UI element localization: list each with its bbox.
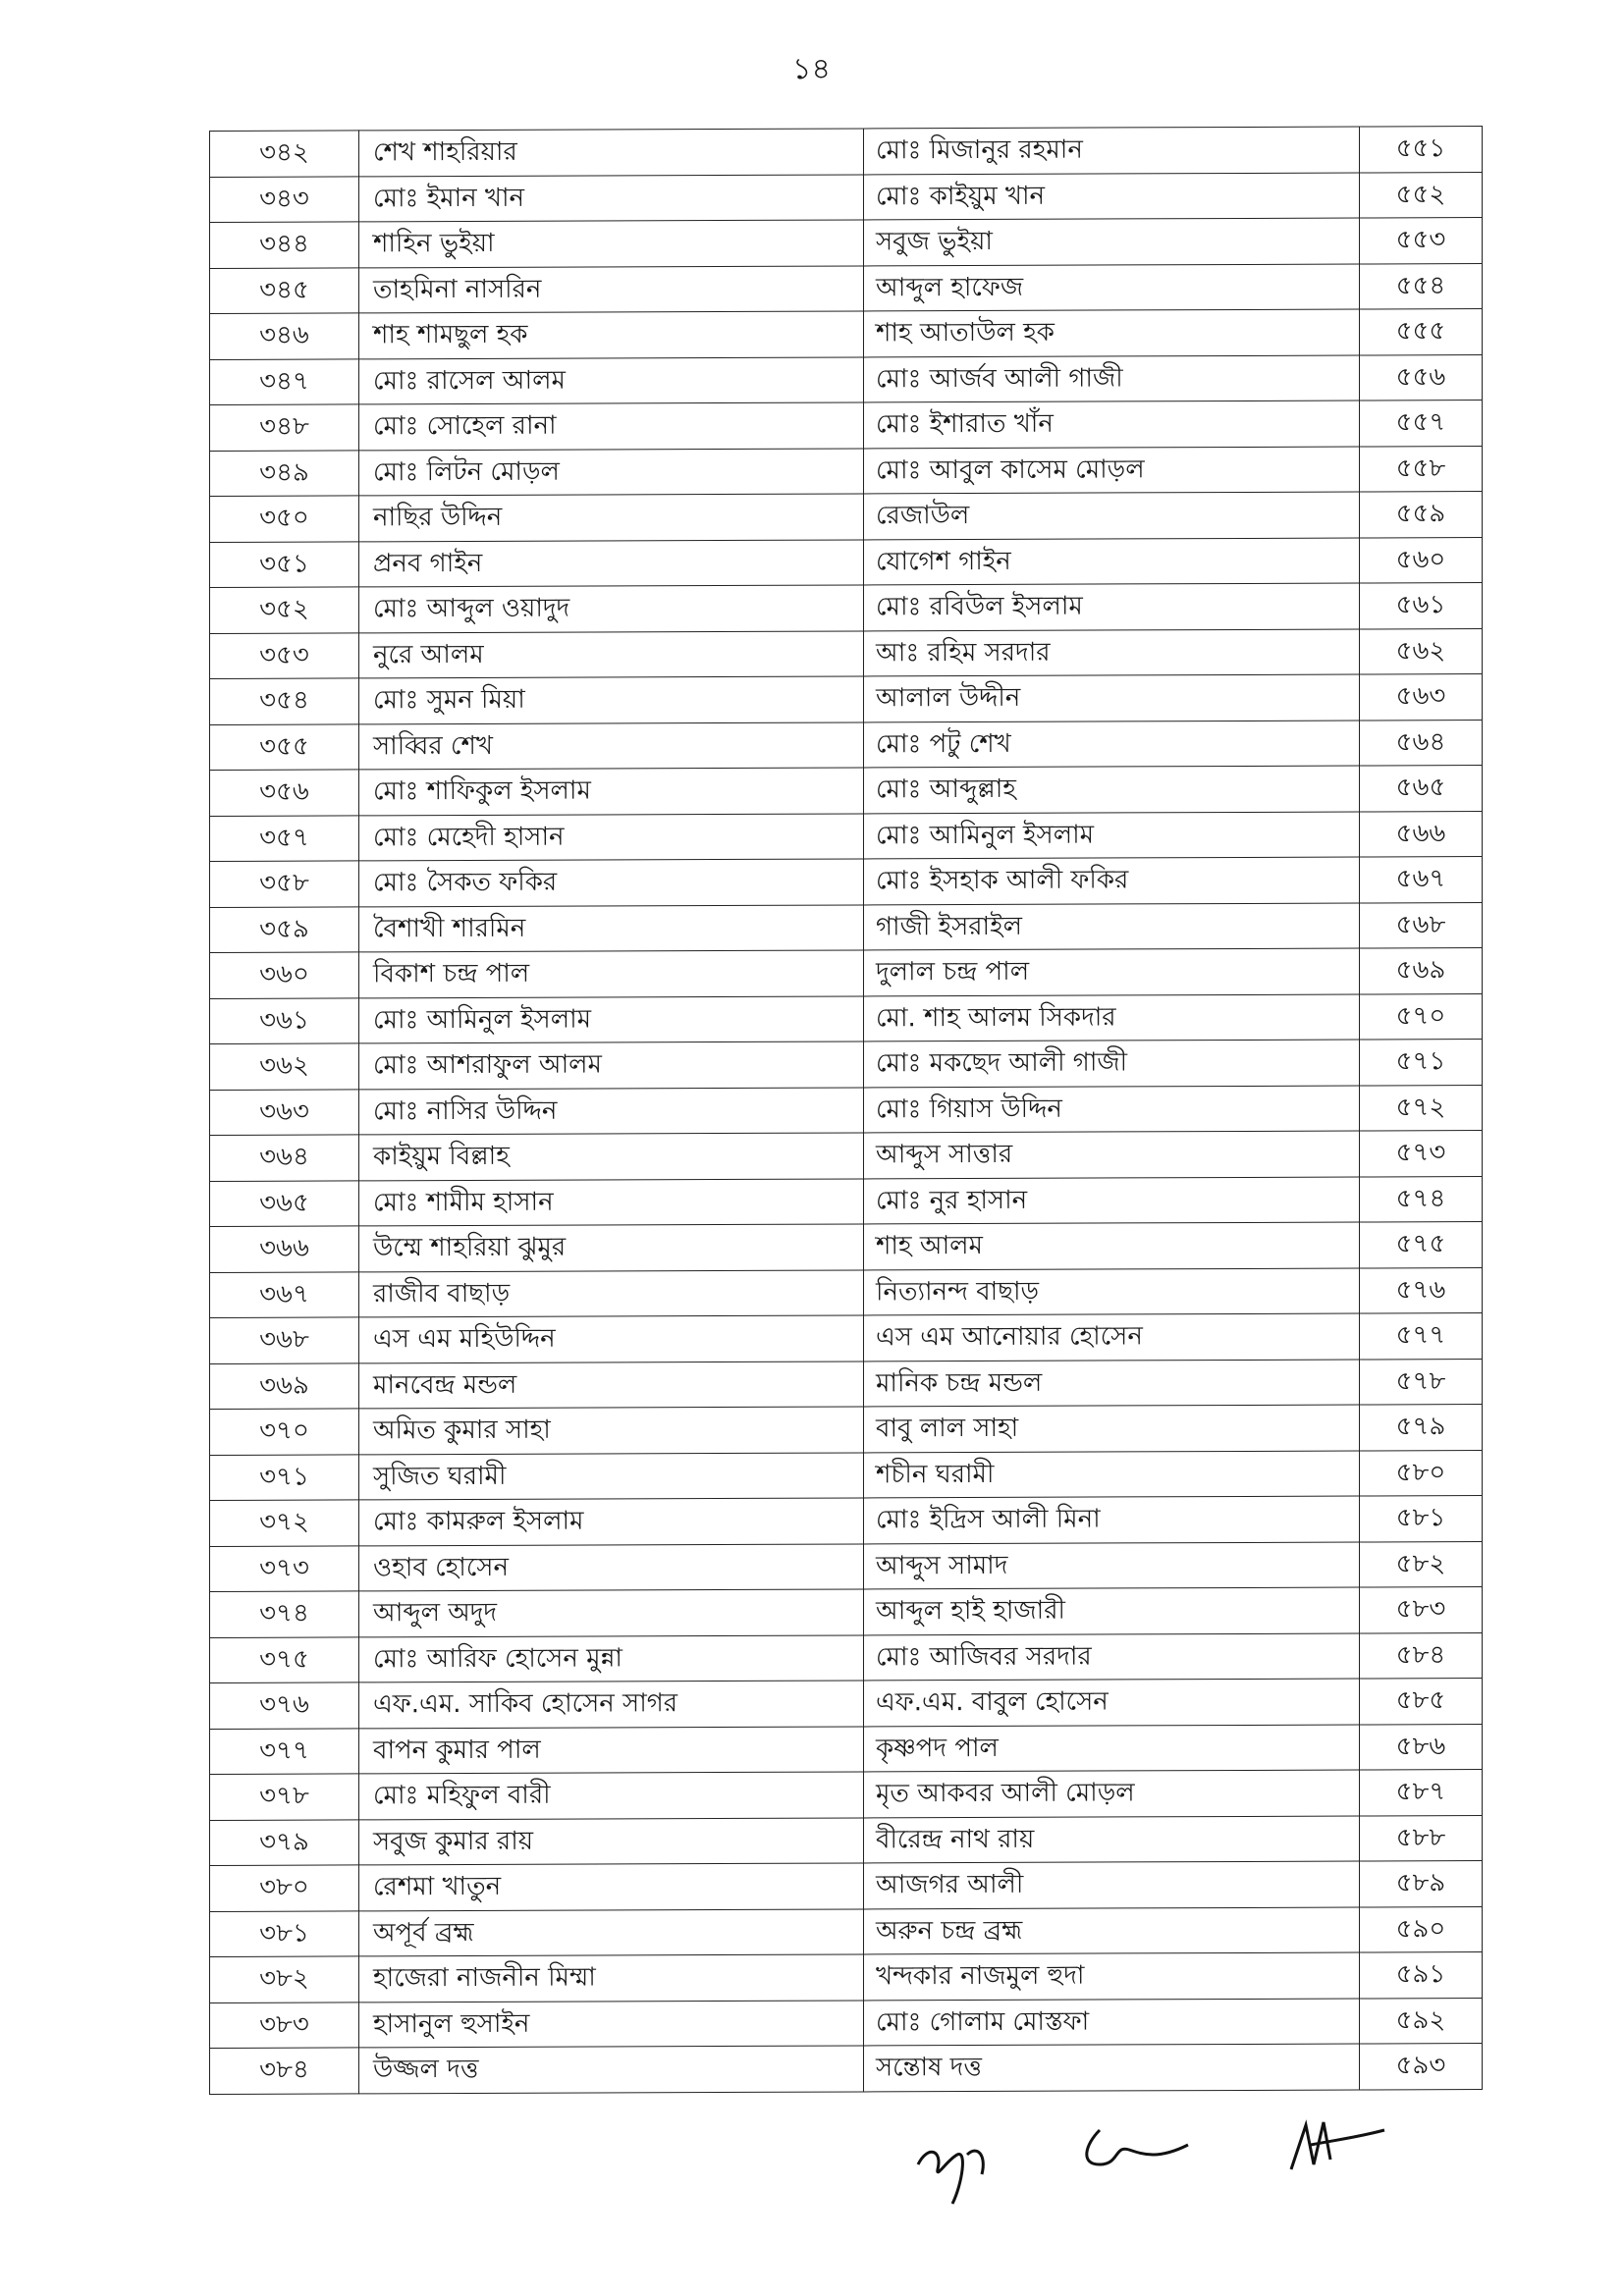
row-serial: ৩৪৪ (210, 222, 359, 268)
row-serial: ৩৮০ (210, 1865, 359, 1911)
row-serial: ৩৫৬ (210, 770, 359, 816)
row-father-name: মোঃ মকছেদ আলী গাজী (864, 1040, 1360, 1087)
table-row (210, 1632, 1483, 1682)
table-row (210, 354, 1483, 404)
row-father-name: বীরেন্দ্র নাথ রায় (864, 1816, 1360, 1863)
row-serial: ৩৭৫ (210, 1636, 359, 1682)
row-code: ৫৫২ (1360, 172, 1483, 218)
row-code: ৫৬০ (1360, 537, 1483, 583)
row-name: মোঃ আমিনুল ইসলাম (359, 995, 864, 1042)
row-name: এস এম মহিউদ্দিন (359, 1315, 864, 1362)
row-name: মোঃ আব্দুল ওয়াদুদ (359, 585, 864, 632)
row-code: ৫৮৬ (1360, 1724, 1483, 1770)
row-father-name: মানিক চন্দ্র মন্ডল (864, 1360, 1360, 1407)
row-code: ৫৭২ (1360, 1085, 1483, 1131)
row-code: ৫৬১ (1360, 583, 1483, 629)
row-father-name: মোঃ রবিউল ইসলাম (864, 583, 1360, 630)
row-father-name: এস এম আনোয়ার হোসেন (864, 1313, 1360, 1361)
row-serial: ৩৪৫ (210, 267, 359, 313)
row-serial: ৩৭৯ (210, 1819, 359, 1865)
row-serial: ৩৫৯ (210, 906, 359, 952)
row-serial: ৩৮৩ (210, 2002, 359, 2048)
row-code: ৫৯২ (1360, 1998, 1483, 2044)
row-father-name: মোঃ কাইয়ুম খান (864, 173, 1360, 220)
row-code: ৫৫৫ (1360, 309, 1483, 355)
signature-1-icon (908, 2125, 1026, 2214)
table-row (210, 172, 1483, 222)
table-row (210, 127, 1483, 177)
row-father-name: মোঃ আবুল কাসেম মোড়ল (864, 447, 1360, 494)
row-serial: ৩৫৭ (210, 815, 359, 861)
table-row (210, 1587, 1483, 1637)
table-row (210, 1085, 1483, 1135)
table-row (210, 2044, 1483, 2094)
table-row (210, 766, 1483, 816)
row-name: মোঃ মেহেদী হাসান (359, 813, 864, 860)
row-name: মোঃ সুমন মিয়া (359, 676, 864, 723)
table-row (210, 1040, 1483, 1090)
row-father-name: দুলাল চন্দ্র পাল (864, 948, 1360, 995)
row-code: ৫৮৪ (1360, 1632, 1483, 1679)
row-code: ৫৭৯ (1360, 1405, 1483, 1451)
row-serial: ৩৪৯ (210, 450, 359, 496)
row-name: মোঃ নাসির উদ্দিন (359, 1087, 864, 1134)
signature-3-icon (1276, 2110, 1394, 2179)
row-father-name: খন্দকার নাজমুল হুদা (864, 1952, 1360, 2000)
row-code: ৫৫৩ (1360, 218, 1483, 264)
row-name: হাসানুল হুসাইন (359, 2000, 864, 2047)
row-serial: ৩৫৮ (210, 861, 359, 907)
row-father-name: মোঃ মিজানুর রহমান (864, 127, 1360, 174)
row-code: ৫৫৪ (1360, 263, 1483, 309)
row-serial: ৩৪৩ (210, 176, 359, 222)
candidate-list-table (209, 126, 1483, 2094)
row-serial: ৩৬৫ (210, 1180, 359, 1226)
row-name: বিকাশ চন্দ্র পাল (359, 950, 864, 997)
table-row (210, 1679, 1483, 1729)
table-row (210, 948, 1483, 998)
table-body (210, 127, 1483, 2094)
row-code: ৫৬২ (1360, 628, 1483, 674)
row-father-name: মোঃ আমিনুল ইসলাম (864, 812, 1360, 859)
row-code: ৫৬৬ (1360, 811, 1483, 857)
row-name: মানবেন্দ্র মন্ডল (359, 1361, 864, 1408)
table-row (210, 628, 1483, 678)
row-serial: ৩৭৪ (210, 1591, 359, 1637)
row-code: ৫৫১ (1360, 127, 1483, 173)
row-serial: ৩৫৪ (210, 678, 359, 724)
table-row (210, 1496, 1483, 1546)
table-row (210, 720, 1483, 770)
row-father-name: আব্দুস সাত্তার (864, 1131, 1360, 1178)
row-serial: ৩৭৩ (210, 1545, 359, 1591)
row-father-name: আলাল উদ্দীন (864, 674, 1360, 721)
row-serial: ৩৭০ (210, 1409, 359, 1455)
row-father-name: মোঃ আব্দুল্লাহ (864, 766, 1360, 813)
row-father-name: বাবু লাল সাহা (864, 1405, 1360, 1452)
row-name: বৈশাখী শারমিন (359, 904, 864, 951)
row-name: হাজেরা নাজনীন মিম্মা (359, 1954, 864, 2002)
row-serial: ৩৬৬ (210, 1226, 359, 1272)
row-father-name: আব্দুস সামাদ (864, 1542, 1360, 1589)
row-father-name: মোঃ পটু শেখ (864, 721, 1360, 768)
row-code: ৫৯৩ (1360, 2044, 1483, 2090)
row-code: ৫৬৪ (1360, 720, 1483, 766)
row-name: মোঃ সৈকত ফকির (359, 859, 864, 906)
row-code: ৫৬৮ (1360, 902, 1483, 948)
table-row (210, 1405, 1483, 1455)
row-father-name: আঃ রহিম সরদার (864, 629, 1360, 676)
row-code: ৫৭১ (1360, 1040, 1483, 1086)
table-row (210, 1906, 1483, 1956)
row-name: উজ্জল দত্ত (359, 2046, 864, 2093)
row-father-name: যোগেশ গাইন (864, 538, 1360, 585)
row-serial: ৩৬২ (210, 1043, 359, 1090)
page-number: ১৪ (792, 52, 831, 86)
row-serial: ৩৬১ (210, 997, 359, 1043)
row-name: উম্মে শাহরিয়া ঝুমুর (359, 1224, 864, 1271)
table-row (210, 1724, 1483, 1774)
row-father-name: মোঃ গিয়াস উদ্দিন (864, 1086, 1360, 1133)
row-code: ৫৬৯ (1360, 948, 1483, 994)
row-serial: ৩৫৩ (210, 632, 359, 678)
row-name: অমিত কুমার সাহা (359, 1407, 864, 1454)
table-row (210, 309, 1483, 359)
row-serial: ৩৮২ (210, 1956, 359, 2002)
row-code: ৫৭৩ (1360, 1131, 1483, 1177)
row-name: সবুজ কুমার রায় (359, 1817, 864, 1864)
row-code: ৫৫৯ (1360, 492, 1483, 538)
row-code: ৫৮৯ (1360, 1861, 1483, 1907)
row-code: ৫৫৬ (1360, 354, 1483, 400)
row-code: ৫৯১ (1360, 1952, 1483, 1999)
row-code: ৫৬৭ (1360, 857, 1483, 903)
row-code: ৫৬৫ (1360, 766, 1483, 812)
row-code: ৫৮১ (1360, 1496, 1483, 1542)
table-row (210, 1861, 1483, 1911)
row-serial: ৩৭১ (210, 1454, 359, 1500)
table-row (210, 1131, 1483, 1181)
row-name: মোঃ শাফিকুল ইসলাম (359, 768, 864, 815)
row-name: শেখ শাহরিয়ার (359, 129, 864, 176)
row-code: ৫৭৫ (1360, 1222, 1483, 1268)
row-name: রেশমা খাতুন (359, 1863, 864, 1910)
row-serial: ৩৬৪ (210, 1135, 359, 1181)
row-name: মোঃ লিটন মোড়ল (359, 448, 864, 495)
row-name: সুজিত ঘরামী (359, 1452, 864, 1499)
row-serial: ৩৪২ (210, 131, 359, 177)
signature-2-icon (1070, 2120, 1208, 2189)
table-row (210, 1176, 1483, 1226)
row-father-name: গাজী ইসরাইল (864, 903, 1360, 950)
row-name: এফ.এম. সাকিব হোসেন সাগর (359, 1681, 864, 1728)
row-father-name: মোঃ ইদ্রিস আলী মিনা (864, 1496, 1360, 1543)
row-serial: ৩৭৭ (210, 1728, 359, 1774)
row-code: ৫৭৬ (1360, 1267, 1483, 1313)
row-name: মোঃ রাসেল আলম (359, 356, 864, 403)
row-name: নুরে আলম (359, 630, 864, 677)
table-row (210, 857, 1483, 907)
table-row (210, 1450, 1483, 1500)
table-row (210, 1313, 1483, 1363)
row-father-name: শচীন ঘরামী (864, 1451, 1360, 1498)
table-row (210, 902, 1483, 952)
row-code: ৫৬৩ (1360, 674, 1483, 721)
row-father-name: মোঃ আর্জব আলী গাজী (864, 355, 1360, 402)
list-table-container (209, 126, 1482, 2094)
row-code: ৫৮৫ (1360, 1679, 1483, 1725)
row-father-name: মোঃ আজিবর সরদার (864, 1633, 1360, 1681)
row-serial: ৩৭২ (210, 1500, 359, 1546)
table-row (210, 811, 1483, 861)
row-father-name: আব্দুল হাই হাজারী (864, 1587, 1360, 1634)
row-code: ৫৭৭ (1360, 1313, 1483, 1360)
row-serial: ৩৫২ (210, 587, 359, 633)
row-father-name: অরুন চন্দ্র ব্রহ্ম (864, 1907, 1360, 1954)
row-code: ৫৮৩ (1360, 1587, 1483, 1633)
row-serial: ৩৪৬ (210, 313, 359, 359)
row-code: ৫৮৭ (1360, 1770, 1483, 1816)
row-name: প্রনব গাইন (359, 539, 864, 586)
row-serial: ৩৫১ (210, 541, 359, 587)
row-name: কাইয়ুম বিল্লাহ (359, 1133, 864, 1180)
row-serial: ৩৭৬ (210, 1682, 359, 1729)
row-name: বাপন কুমার পাল (359, 1726, 864, 1773)
row-code: ৫৫৭ (1360, 400, 1483, 447)
row-father-name: মোঃ নুর হাসান (864, 1177, 1360, 1224)
row-serial: ৩৬৩ (210, 1089, 359, 1135)
row-father-name: কৃষ্ণপদ পাল (864, 1725, 1360, 1772)
row-serial: ৩৬০ (210, 952, 359, 998)
row-name: মোঃ কামরুল ইসলাম (359, 1498, 864, 1545)
table-row (210, 1267, 1483, 1317)
table-row (210, 400, 1483, 451)
row-serial: ৩৫৫ (210, 723, 359, 770)
table-row (210, 537, 1483, 587)
row-father-name: এফ.এম. বাবুল হোসেন (864, 1679, 1360, 1726)
row-serial: ৩৫০ (210, 496, 359, 542)
row-name: মোঃ সোহেল রানা (359, 402, 864, 450)
row-father-name: সন্তোষ দত্ত (864, 2044, 1360, 2091)
row-father-name: মো. শাহ আলম সিকদার (864, 994, 1360, 1041)
row-name: আব্দুল অদুদ (359, 1589, 864, 1636)
row-name: মোঃ মহিফুল বারী (359, 1772, 864, 1819)
row-code: ৫৭০ (1360, 993, 1483, 1040)
table-row (210, 1359, 1483, 1409)
row-code: ৫৮০ (1360, 1450, 1483, 1496)
row-father-name: মোঃ ইশারাত খাঁন (864, 400, 1360, 448)
row-name: নাছির উদ্দিন (359, 494, 864, 541)
row-name: তাহমিনা নাসরিন (359, 265, 864, 312)
row-name: রাজীব বাছাড় (359, 1269, 864, 1316)
row-serial: ৩৬৯ (210, 1362, 359, 1409)
table-row (210, 674, 1483, 724)
row-serial: ৩৪৮ (210, 404, 359, 451)
row-code: ৫৮৮ (1360, 1815, 1483, 1861)
row-serial: ৩৮১ (210, 1910, 359, 1956)
row-name: অপূর্ব ব্রহ্ম (359, 1908, 864, 1955)
row-serial: ৩৬৭ (210, 1271, 359, 1317)
row-serial: ৩৮৪ (210, 2048, 359, 2094)
table-row (210, 1222, 1483, 1272)
row-name: শাহিন ভুইয়া (359, 220, 864, 267)
row-name: মোঃ ইমান খান (359, 174, 864, 221)
row-father-name: সবুজ ভুইয়া (864, 218, 1360, 265)
table-row (210, 218, 1483, 268)
row-father-name: নিত্যানন্দ বাছাড় (864, 1268, 1360, 1315)
row-father-name: আব্দুল হাফেজ (864, 264, 1360, 311)
table-row (210, 583, 1483, 633)
row-father-name: আজগর আলী (864, 1861, 1360, 1908)
row-name: শাহ শামছুল হক (359, 311, 864, 358)
table-row (210, 1952, 1483, 2002)
row-father-name: শাহ আলম (864, 1222, 1360, 1269)
table-row (210, 1770, 1483, 1820)
table-row (210, 446, 1483, 496)
table-row (210, 993, 1483, 1043)
table-row (210, 492, 1483, 542)
row-serial: ৩৪৭ (210, 358, 359, 404)
row-name: ওহাব হোসেন (359, 1543, 864, 1590)
row-father-name: মোঃ গোলাম মোস্তফা (864, 1999, 1360, 2046)
row-father-name: রেজাউল (864, 492, 1360, 539)
row-father-name: শাহ আতাউল হক (864, 309, 1360, 356)
row-code: ৫৫৮ (1360, 446, 1483, 492)
row-code: ৫৯০ (1360, 1906, 1483, 1952)
table-row (210, 1815, 1483, 1865)
signature-area (884, 2110, 1434, 2218)
table-row (210, 1541, 1483, 1591)
row-name: মোঃ আরিফ হোসেন মুন্না (359, 1634, 864, 1682)
row-father-name: মোঃ ইসহাক আলী ফকির (864, 857, 1360, 904)
row-code: ৫৭৪ (1360, 1176, 1483, 1222)
row-father-name: মৃত আকবর আলী মোড়ল (864, 1770, 1360, 1817)
row-code: ৫৮২ (1360, 1541, 1483, 1587)
row-serial: ৩৬৮ (210, 1317, 359, 1363)
row-code: ৫৭৮ (1360, 1359, 1483, 1405)
row-name: মোঃ শামীম হাসান (359, 1178, 864, 1225)
row-name: সাব্বির শেখ (359, 721, 864, 769)
table-row (210, 263, 1483, 313)
row-name: মোঃ আশরাফুল আলম (359, 1041, 864, 1089)
table-row (210, 1998, 1483, 2048)
row-serial: ৩৭৮ (210, 1774, 359, 1820)
